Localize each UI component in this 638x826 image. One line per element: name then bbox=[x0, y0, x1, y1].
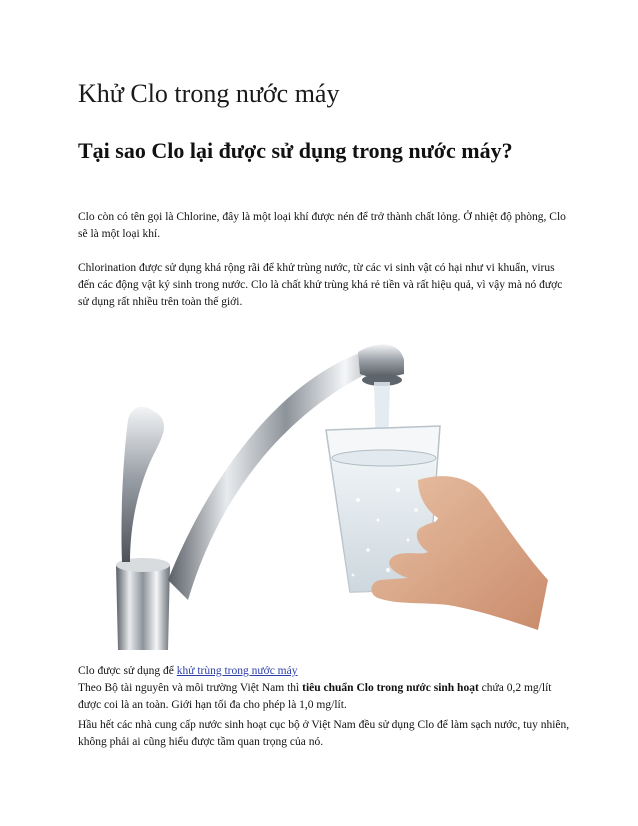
paragraph3-line2-prefix: Theo Bộ tài nguyên và môi trường Việt Nam thì bbox=[78, 682, 303, 694]
paragraph-chlorine-standard bbox=[78, 663, 570, 714]
paragraph3-suffix: chứa 0,2 mg/lít được coi là an toàn. Giới hạn tối đa cho phép là 1,0 mg/lít. bbox=[78, 682, 552, 711]
section-heading: Tại sao Clo lại được sử dụng trong nước máy? bbox=[78, 138, 513, 163]
chlorine-standard-bold: tiêu chuẩn Clo trong nước sinh hoạt bbox=[302, 682, 479, 694]
faucet-glass-photo bbox=[78, 330, 570, 650]
disinfection-link[interactable]: khử trùng trong nước máy bbox=[176, 665, 298, 677]
page-title: Khử Clo trong nước máy bbox=[78, 79, 340, 108]
paragraph-chlorination-use: Chlorination được sử dụng khá rộng rãi để khử trùng nước, từ các vi sinh vật có hại như vi khuẩn, virus đến các động vật ký sinh trong nước. Clo là chất khử trùng khá rẻ tiền và rất hiệu quả, vì vậy mà nó được sử dụng rất nhiều trên toàn thế giới. bbox=[78, 262, 563, 308]
paragraph-suppliers: Hầu hết các nhà cung cấp nước sinh hoạt cục bộ ở Việt Nam đều sử dụng Clo để làm sạch nước, tuy nhiên, không phải ai cũng hiểu được tầm quan trọng của nó. bbox=[78, 719, 570, 748]
paragraph3-prefix: Clo được sử dụng để bbox=[78, 665, 177, 677]
paragraph-chlorine-definition: Clo còn có tên gọi là Chlorine, đây là một loại khí được nén để trở thành chất lỏng. Ở nhiệt độ phòng, Clo sẽ là một loại khí. bbox=[78, 211, 566, 240]
